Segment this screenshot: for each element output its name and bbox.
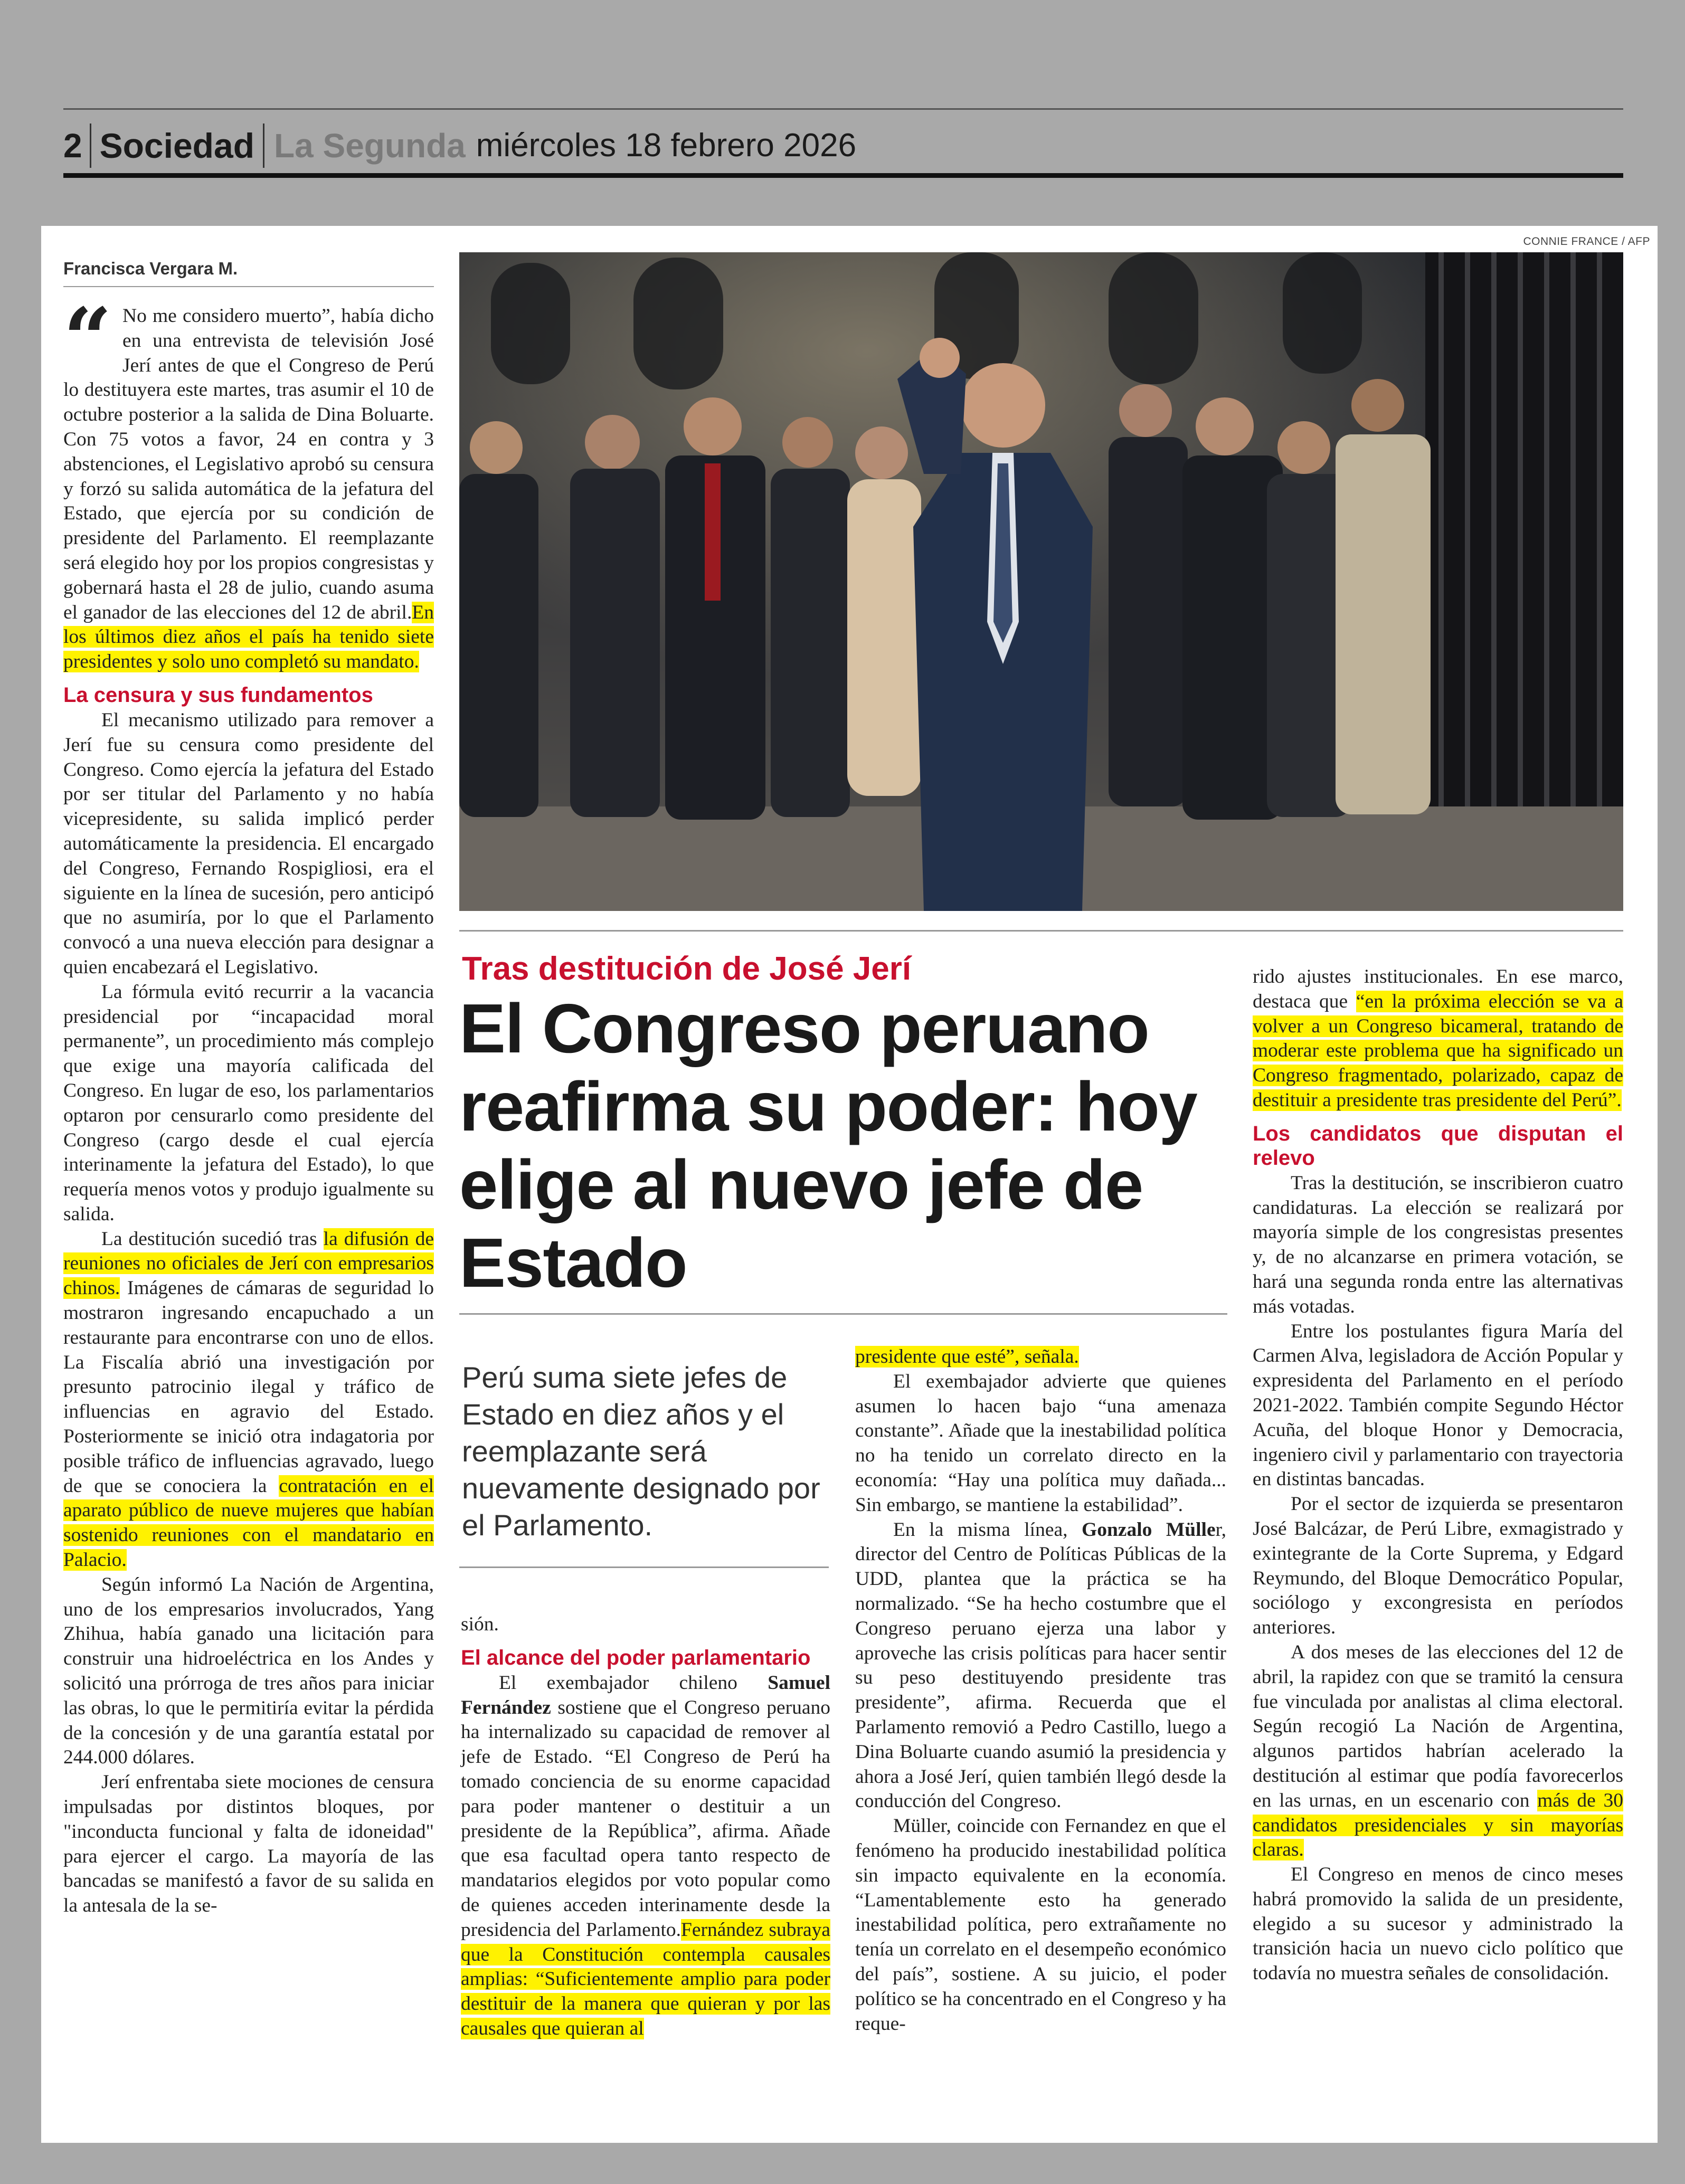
section-name: Sociedad xyxy=(91,124,264,168)
byline-rule xyxy=(63,286,434,287)
headline: El Congreso peruano reafirma su poder: hoy elige al nuevo jefe de Estado xyxy=(459,990,1197,1302)
masthead xyxy=(63,108,1623,178)
photo-bottom-rule xyxy=(459,930,1623,932)
publication-name: La Segunda xyxy=(274,127,466,165)
subheading-censura: La censura y sus fundamentos xyxy=(63,683,373,707)
highlight: En los últimos diez años el país ha tenido siete presidentes y solo uno completó su mandato. xyxy=(63,601,434,673)
column-4: rido ajustes institucionales. En ese marco, destaca que “en la próxima elección se va a volver a un Congreso bicameral, tratando de moderar este problema que ha significado un Congreso fragmentado, polarizado, capaz de destituir a presidente tras presidente del Perú”. Los candidatos que disputan el relevo Tras la destitución, se inscribieron cuatro candidaturas. La elección se realizará por mayoría simple de los congresistas presentes y, de no alcanzarse en primera votación, se hará una segunda ronda entre las alternativas más votadas. Entre los postulantes figura María del Carmen Alva, legisladora de Acción Popular y expresidenta del Parlamento en el período 2021-2022. También compite Segundo Héctor Acuña, del bloque Honor y Democracia, ingeniero civil y parlamentario con trayectoria en distintas bancadas. Por el sector de izquierda se presentaron José Balcázar, de Perú Libre, exmagistrado y exintegrante de la Corte Suprema, y Edgard Reymundo, del Bloque Democrático Popular, sociólogo y excongresista en períodos anteriores. A dos meses de las elecciones del 12 de abril, la rapidez con que se tramitó la censura fue vinculada por analistas al clima electoral. Según recogió La Nación de Argentina, algunos partidos habrían acelerado la destitución al estimar que podía favorecerlos en las urnas, en un escenario con más de 30 candidatos presidenciales y sin mayorías claras. El Congreso en menos de cinco meses habrá promovido la salida de un presidente, elegido a su sucesor y administrado la transición hacia un nuevo ciclo político que todavía no muestra señales de consolidación. xyxy=(1253,966,1623,1984)
highlight: Fernández subraya que la Constitución contempla causales amplias: “Suficientemente amplio para poder destituir de la manera que quieran y por las causales que quieran al xyxy=(461,1919,830,2039)
byline: Francisca Vergara M. xyxy=(63,259,238,278)
highlight: la difusión de reuniones no oficiales de Jerí con empresarios chinos. xyxy=(63,1228,434,1299)
subheading-candidatos: Los candidatos que disputan el relevo xyxy=(1253,1122,1623,1170)
kicker: Tras destitución de José Jerí xyxy=(462,951,912,987)
quote-mark-icon: “ xyxy=(63,289,112,388)
issue-date: miércoles 18 febrero 2026 xyxy=(476,127,857,164)
highlight: más de 30 candidatos presidenciales y sin mayorías claras. xyxy=(1253,1789,1623,1861)
column-2: sión. El alcance del poder parlamentario El exembajador chileno Samuel Fernández sostiene que el Congreso peruano ha internalizado su capacidad de remover al jefe de Estado. “El Congreso de Perú ha tomado conciencia de su enorme capacidad para poder mantener o destituir a un presidente de la República”, afirma. Añade que esa facultad opera tanto respecto de mandatarios elegidos por voto popular como de quienes acceden interinamente desde la presidencia del Parlamento.Fernández subraya que la Constitución contempla causales amplias: “Suficientemente amplio para poder destituir de la manera que quieran y por las causales que quieran al xyxy=(461,1613,830,2039)
highlight: contratación en el aparato público de nueve mujeres que habían sostenido reuniones con el mandatario en Palacio. xyxy=(63,1475,434,1571)
deck: Perú suma siete jefes de Estado en diez años y el reemplazante será nuevamente designado por el Parlamento. xyxy=(462,1361,820,1542)
headline-rule xyxy=(459,1313,1227,1315)
highlight: “en la próxima elección se va a volver a un Congreso bicameral, tratando de moderar este problema que ha significado un Congreso fragmentado, polarizado, capaz de destituir a presidente tras presidente del Perú”. xyxy=(1253,990,1623,1111)
subheading-alcance: El alcance del poder parlamentario xyxy=(461,1646,811,1669)
page-number: 2 xyxy=(63,124,91,168)
lead-paragraph: “ No me considero muerto”, había dicho en una entrevista de televisión José Jerí antes de que el Congreso de Perú lo destituyera este martes, tras asumir el 10 de octubre posterior a la salida de Dina Boluarte. Con 75 votos a favor, 24 en contra y 3 abstenciones, el Legislativo aprobó su censura y forzó su salida automática de la jefatura del Estado, que ejercía por su condición de presidente del Parlamento. El reemplazante será elegido hoy por los propios congresistas y gobernará hasta el 28 de julio, cuando asuma el ganador de las elecciones del 12 de abril.En los últimos diez años el país ha tenido siete presidentes y solo uno completó su mandato. xyxy=(63,289,434,673)
photo-credit: CONNIE FRANCE / AFP xyxy=(1523,235,1650,248)
photo-illustration xyxy=(459,252,1623,911)
highlight: presidente que esté”, señala. xyxy=(855,1346,1079,1368)
column-1: “ No me considero muerto”, había dicho en una entrevista de televisión José Jerí antes de que el Congreso de Perú lo destituyera este martes, tras asumir el 10 de octubre posterior a la salida de Dina Boluarte. Con 75 votos a favor, 24 en contra y 3 abstenciones, el Legislativo aprobó su censura y forzó su salida automática de la jefatura del Estado, que ejercía por su condición de presidente del Parlamento. El reemplazante será elegido hoy por los propios congresistas y gobernará hasta el 28 de julio, cuando asuma el ganador de las elecciones del 12 de abril.En los últimos diez años el país ha tenido siete presidentes y solo uno completó su mandato. La censura y sus fundamentos El mecanismo utilizado para remover a Jerí fue su censura como presidente del Congreso. Como ejercía la jefatura del Estado por ser titular del Parlamento y no había vicepresidente, su salida implicó perder automáticamente la presidencia. El encargado del Congreso, Fernando Rospigliosi, era el siguiente en la línea de sucesión, pero anticipó que no asumiría, por lo que el Parlamento convocó a una nueva elección para designar a quien encabezará el Legislativo. La fórmula evitó recurrir a la vacancia presidencial por “incapacidad moral permanente”, un procedimiento más complejo que exige una mayoría calificada del Congreso. En lugar de eso, los parlamentarios optaron por censurarlo como presidente del Congreso (cargo desde el cual ejercía interinamente la jefatura del Estado), lo que requería menos votos y produjo igualmente su salida. La destitución sucedió tras la difusión de reuniones no oficiales de Jerí con empresarios chinos. Imágenes de cámaras de seguridad lo mostraron ingresando encapuchado a un restaurante para encontrarse con uno de ellos. La Fiscalía abrió una investigación por presunto patrocinio ilegal y tráfico de influencias en agravio del Estado. Posteriormente se inició otra indagatoria por posible tráfico de influencias agravado, luego de que se conociera la contratación en el aparato público de nueve mujeres que habían sostenido reuniones con el mandatario en Palacio. Según informó La Nación de Argentina, uno de los empresarios involucrados, Yang Zhihua, había ganado una licitación para construir una hidroeléctrica en los Andes y solicitó una prórroga de tres años para iniciar las obras, lo que le permitiría evitar la pérdida de la concesión y de una garantía estatal por 244.000 dólares. Jerí enfrentaba siete mociones de censura impulsadas por distintos bloques, por "inconducta funcional y falta de idoneidad" para ejercer el cargo. La mayoría de las bancadas se manifestó a favor de su salida en la antesala de la se- xyxy=(63,289,434,1917)
deck-rule xyxy=(459,1566,829,1568)
article-photo xyxy=(459,252,1623,911)
column-3: presidente que esté”, señala. El exembajador advierte que quienes asumen lo hacen bajo “una amenaza constante”. Añade que la inestabilidad política no ha tenido un correlato directo en la economía: “Hay una política muy dañada... Sin embargo, se mantiene la estabilidad”. En la misma línea, Gonzalo Müller, director del Centro de Políticas Públicas de la UDD, plantea que la práctica se ha normalizado. “Se ha hecho costumbre que el Congreso peruano ejerza una labor y aproveche las crisis políticas para hacer sentir su peso destituyendo presidente tras presidente”, afirma. Recuerda que el Parlamento removió a Pedro Castillo, luego a Dina Boluarte cuando asumió la presidencia y ahora a José Jerí, quien también llegó desde la conducción del Congreso. Müller, coincide con Fernandez en que el fenómeno ha producido inestabilidad política sin impacto equivalente en la economía. “Lamentablemente esto ha generado inestabilidad política, pero extrañamente no tenía un correlato en el desempeño económico del país”, sostiene. A su juicio, el poder político se ha concentrado en el Congreso y ha reque- xyxy=(855,1346,1226,2035)
